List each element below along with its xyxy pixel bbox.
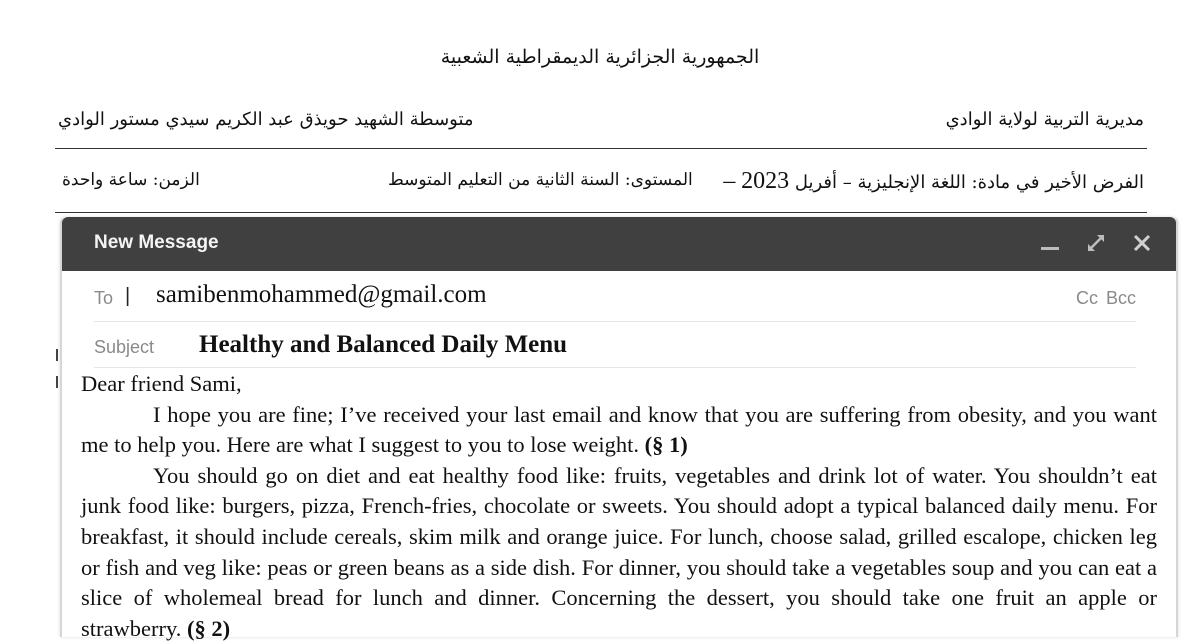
close-button[interactable] xyxy=(1130,231,1154,255)
margin-mark xyxy=(56,349,58,361)
to-label: To xyxy=(94,288,114,308)
minimize-icon xyxy=(1040,233,1060,253)
republic-title: الجمهورية الجزائرية الديمقراطية الشعبية xyxy=(440,46,760,68)
expand-button[interactable] xyxy=(1084,231,1108,255)
exam-title-suffix: – xyxy=(723,168,736,194)
exam-title xyxy=(723,168,1144,195)
paragraph-1-marker: (§ 1) xyxy=(644,432,688,458)
close-icon xyxy=(1132,233,1152,253)
cc-bcc-links xyxy=(1076,288,1136,309)
margin-mark xyxy=(56,376,58,388)
paragraph-2 xyxy=(81,461,1157,644)
bcc-link[interactable]: Bcc xyxy=(1105,288,1136,308)
paragraph-1-text: I hope you are fine; I’ve received your last email and know that you are suffering from obesity, and you want me to help you. Here are what I suggest to you to lose weight. xyxy=(81,401,1157,458)
exam-level: المستوى: السنة الثانية من التعليم المتوسط xyxy=(388,170,693,190)
message-body[interactable] xyxy=(81,369,1157,644)
paragraph-1 xyxy=(81,400,1157,461)
cc-link[interactable]: Cc xyxy=(1075,288,1098,308)
exam-duration: الزمن: ساعة واحدة xyxy=(62,170,200,190)
minimize-button[interactable] xyxy=(1038,231,1062,255)
compose-window xyxy=(60,217,1178,641)
school-name: متوسطة الشهيد حويذق عبد الكريم سيدي مستور الوادي xyxy=(58,109,474,130)
paragraph-2-text: You should go on diet and eat healthy food like: fruits, vegetables and drink lot of water. You shouldn’t eat junk food like: burgers, pizza, French-fries, chocolate or sweets. You should adopt a typical balanced daily menu. For breakfast, it should include cereals, skim milk and orange juice. For lunch, choose salad, grilled escalope, chicken leg or fish and veg like: peas or green beans as a side dish. For dinner, you should take a vegetables soup and you can eat a slice of wholemeal bread for lunch and dinner. Concerning the dessert, you should take one fruit an apple or strawberry. xyxy=(81,462,1157,641)
exam-title-prefix: الفرض الأخير في مادة: اللغة الإنجليزية – أفريل xyxy=(794,172,1144,193)
to-field-row xyxy=(94,273,1136,322)
subject-label: Subject xyxy=(94,337,155,357)
compose-title: New Message xyxy=(94,232,219,253)
exam-year: 2023 xyxy=(741,168,790,194)
compose-header xyxy=(62,217,1176,271)
subject-field-row xyxy=(94,321,1136,368)
paragraph-2-marker: (§ 2) xyxy=(187,615,231,641)
greeting: Dear friend Sami, xyxy=(81,371,242,396)
to-input[interactable]: samibenmohammed@gmail.com xyxy=(156,281,487,308)
to-separator: | xyxy=(125,285,131,307)
header-rule-bottom xyxy=(55,212,1147,213)
expand-icon xyxy=(1085,232,1107,254)
directorate-name: مديرية التربية لولاية الوادي xyxy=(945,109,1144,130)
header-rule-top xyxy=(55,148,1147,149)
subject-input[interactable]: Healthy and Balanced Daily Menu xyxy=(199,331,568,358)
compose-header-actions xyxy=(1038,231,1154,255)
